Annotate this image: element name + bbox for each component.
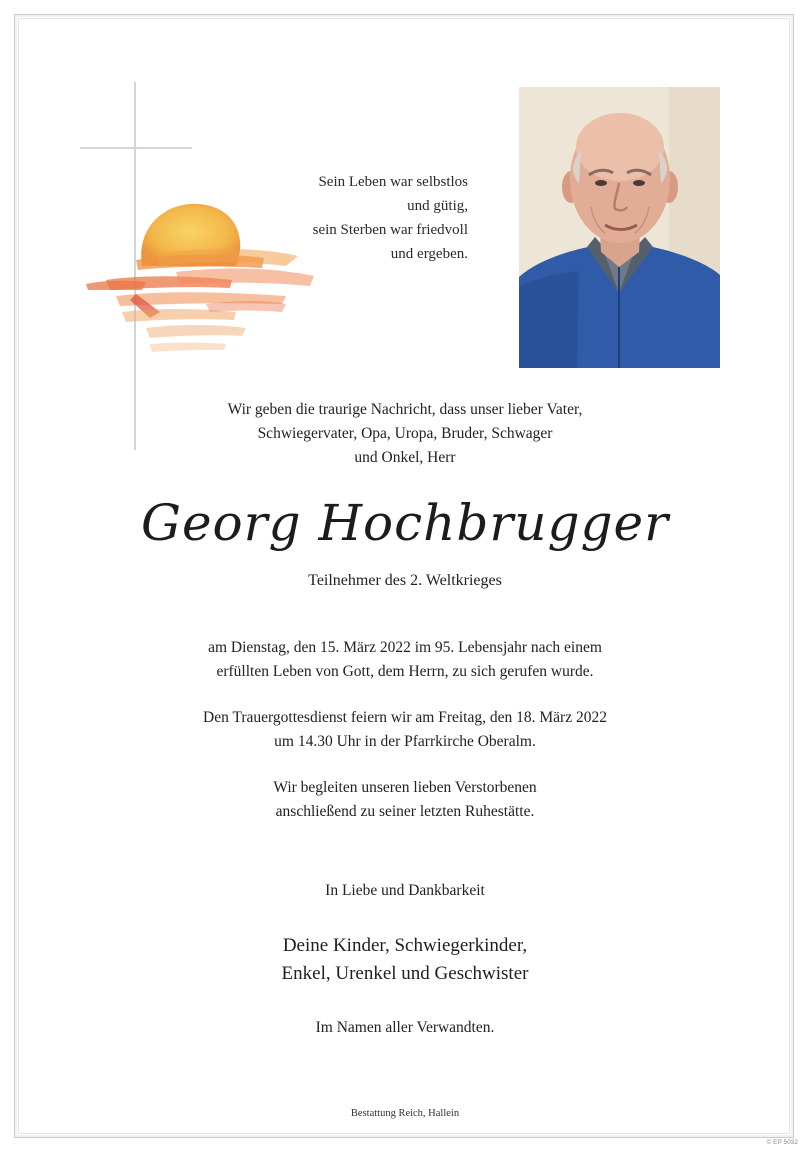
- verse-line: Sein Leben war selbstlos: [318, 174, 468, 190]
- family-line: Deine Kinder, Schwiegerkinder,: [282, 935, 528, 956]
- cross-horizontal-beam: [80, 147, 192, 149]
- death-notice-line: am Dienstag, den 15. März 2022 im 95. Lebensjahr nach einem: [208, 639, 602, 656]
- portrait-illustration: [519, 87, 720, 368]
- undertaker-credit: Bestattung Reich, Hallein: [350, 1108, 460, 1119]
- print-code: © EP 5032: [766, 1139, 798, 1146]
- death-notice-line: erfüllten Leben von Gott, dem Herrn, zu sich gerufen wurde.: [216, 663, 594, 680]
- intro-line: und Onkel, Herr: [354, 449, 456, 466]
- deceased-name: Georg Hochbrugger: [141, 494, 669, 552]
- closing-phrase: In Liebe und Dankbarkeit: [325, 882, 485, 899]
- service-line: Den Trauergottesdienst feiern wir am Freitag, den 18. März 2022: [203, 709, 607, 726]
- relatives-note: Im Namen aller Verwandten.: [315, 1019, 495, 1036]
- sunset-watercolor-icon: [86, 196, 318, 360]
- verse-line: und gütig,: [407, 198, 468, 214]
- deceased-subtitle: Teilnehmer des 2. Weltkrieges: [308, 572, 502, 589]
- verse-line: und ergeben.: [390, 246, 468, 262]
- intro-line: Schwiegervater, Opa, Uropa, Bruder, Schwager: [257, 425, 553, 442]
- burial-info: [0, 776, 810, 824]
- funeral-service-info: [0, 706, 810, 754]
- family-line: Enkel, Urenkel und Geschwister: [281, 963, 529, 984]
- intro-announcement: [0, 398, 810, 470]
- family-signature: [0, 932, 810, 988]
- service-line: um 14.30 Uhr in der Pfarrkirche Oberalm.: [274, 733, 536, 750]
- intro-line: Wir geben die traurige Nachricht, dass unser lieber Vater,: [227, 401, 583, 418]
- burial-line: anschließend zu seiner letzten Ruhestätte.: [275, 803, 535, 820]
- verse-line: sein Sterben war friedvoll: [312, 222, 468, 238]
- burial-line: Wir begleiten unseren lieben Verstorbenen: [273, 779, 537, 796]
- death-notice: [0, 636, 810, 684]
- portrait-photo: [519, 87, 720, 368]
- memorial-verse: [313, 170, 468, 266]
